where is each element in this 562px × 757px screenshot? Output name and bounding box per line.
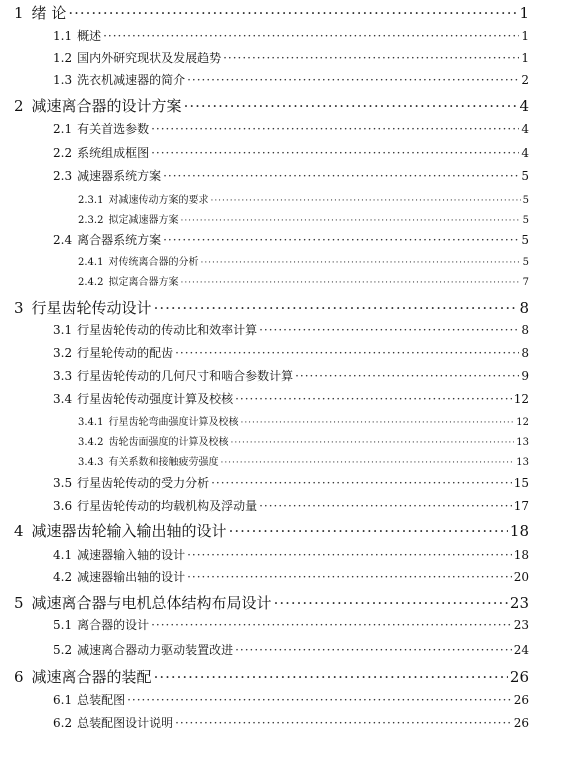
dot-leader	[187, 548, 512, 562]
dot-leader	[230, 437, 514, 448]
toc-entry-number: 2.4.2	[78, 277, 104, 288]
toc-entry-number: 3.4.3	[78, 457, 104, 468]
toc-entry-title: 离合器的设计	[77, 618, 150, 632]
toc-entry-title: 行星轮传动的配齿	[77, 346, 174, 360]
toc-entry	[0, 433, 562, 448]
dot-leader	[68, 4, 517, 22]
toc-entry-title: 减速离合器的设计方案	[31, 97, 182, 115]
dot-leader	[210, 195, 520, 206]
dot-leader	[259, 499, 512, 513]
toc-entry-title: 总装配图设计说明	[77, 716, 174, 730]
toc-entry-number: 5.1	[53, 618, 73, 632]
toc-entry-page: 18	[513, 548, 529, 562]
dot-leader	[151, 618, 512, 632]
toc-entry-number: 3.3	[53, 369, 73, 383]
dot-leader	[259, 323, 519, 337]
dot-leader	[235, 392, 512, 406]
toc-entry	[0, 520, 562, 541]
toc-entry-title: 有关首选参数	[77, 122, 150, 136]
toc-entry-title: 有关系数和接触疲劳强度	[108, 457, 219, 468]
dot-leader	[235, 643, 512, 657]
toc-entry-page: 8	[519, 299, 529, 317]
toc-entry-page: 17	[513, 499, 529, 513]
dot-leader	[163, 233, 519, 247]
toc-entry	[0, 592, 562, 613]
toc-entry-number: 2.2	[53, 146, 73, 160]
toc-entry	[0, 95, 562, 116]
toc-entry	[0, 390, 562, 407]
toc-entry	[0, 191, 562, 206]
toc-entry-number: 2.3.2	[78, 215, 104, 226]
toc-entry-page: 13	[516, 437, 529, 448]
dot-leader	[180, 215, 520, 226]
toc-entry	[0, 497, 562, 514]
toc-entry	[0, 641, 562, 658]
toc-entry	[0, 273, 562, 288]
toc-entry-title: 拟定离合器方案	[108, 277, 179, 288]
toc-entry	[0, 367, 562, 384]
toc-entry-number: 1.2	[53, 51, 73, 65]
dot-leader	[211, 476, 512, 490]
toc-entry-title: 行星齿轮传动的几何尺寸和啮合参数计算	[77, 369, 294, 383]
toc-entry-title: 概述	[77, 29, 102, 43]
toc-entry-title: 减速器输出轴的设计	[77, 570, 186, 584]
dot-leader	[184, 97, 518, 115]
toc-entry-title: 对减速传动方案的要求	[108, 195, 209, 206]
toc-entry-title: 减速器输入轴的设计	[77, 548, 186, 562]
toc-entry-number: 4.1	[53, 548, 73, 562]
toc-entry-page: 4	[521, 122, 529, 136]
dot-leader	[229, 522, 508, 540]
toc-entry-title: 绪 论	[31, 4, 67, 22]
toc-entry-number: 3.4	[53, 392, 73, 406]
toc-entry	[0, 344, 562, 361]
toc-entry-number: 3.2	[53, 346, 73, 360]
toc-entry-title: 行星齿轮传动的均载机构及浮动量	[77, 499, 258, 513]
toc-entry-page: 26	[509, 668, 529, 686]
dot-leader	[274, 594, 508, 612]
toc-entry-number: 3.4.2	[78, 437, 104, 448]
toc-entry-number: 5	[14, 594, 24, 612]
toc-entry	[0, 27, 562, 44]
dot-leader	[154, 668, 508, 686]
toc-entry-title: 减速器系统方案	[77, 169, 162, 183]
toc-entry-page: 4	[519, 97, 529, 115]
toc-entry	[0, 453, 562, 468]
toc-entry-page: 2	[521, 73, 529, 87]
toc-entry-page: 18	[509, 522, 529, 540]
toc-entry	[0, 231, 562, 248]
toc-entry-title: 总装配图	[77, 693, 126, 707]
toc-entry-number: 5.2	[53, 643, 73, 657]
toc-entry-title: 洗衣机减速器的简介	[77, 73, 186, 87]
toc-entry-page: 9	[521, 369, 529, 383]
dot-leader	[151, 146, 519, 160]
toc-entry-number: 2.4.1	[78, 257, 104, 268]
toc-entry-title: 减速离合器与电机总体结构布局设计	[31, 594, 272, 612]
toc-entry-page: 23	[513, 618, 529, 632]
toc-entry-page: 13	[516, 457, 529, 468]
toc-entry-number: 2.4	[53, 233, 73, 247]
toc-entry-page: 5	[522, 195, 529, 206]
toc-entry-page: 1	[521, 51, 529, 65]
toc-entry-title: 国内外研究现状及发展趋势	[77, 51, 222, 65]
toc-entry-number: 1	[14, 4, 24, 22]
toc-entry	[0, 253, 562, 268]
toc-entry	[0, 321, 562, 338]
toc-entry	[0, 413, 562, 428]
dot-leader	[223, 51, 519, 65]
toc-entry	[0, 297, 562, 318]
toc-entry	[0, 211, 562, 226]
dot-leader	[175, 346, 519, 360]
toc-entry-title: 离合器系统方案	[77, 233, 162, 247]
toc-entry	[0, 2, 562, 23]
toc-entry-title: 对传统离合器的分析	[108, 257, 199, 268]
toc-entry-number: 2	[14, 97, 24, 115]
toc-entry-page: 24	[513, 643, 529, 657]
toc-entry	[0, 167, 562, 184]
toc-entry-number: 1.1	[53, 29, 73, 43]
toc-entry-title: 拟定减速器方案	[108, 215, 179, 226]
dot-leader	[220, 457, 514, 468]
toc-entry-page: 7	[522, 277, 529, 288]
toc-entry-page: 5	[522, 215, 529, 226]
toc-entry	[0, 691, 562, 708]
toc-entry-page: 15	[513, 476, 529, 490]
toc-entry-number: 6	[14, 668, 24, 686]
toc-entry	[0, 546, 562, 563]
toc-entry-number: 3.6	[53, 499, 73, 513]
toc-entry-number: 2.3	[53, 169, 73, 183]
toc-entry-page: 1	[521, 29, 529, 43]
toc-entry-page: 12	[516, 417, 529, 428]
toc-entry	[0, 616, 562, 633]
dot-leader	[200, 257, 520, 268]
toc-entry-page: 26	[513, 693, 529, 707]
toc-entry-page: 8	[521, 323, 529, 337]
toc-entry-page: 12	[513, 392, 529, 406]
toc-entry-title: 行星齿轮传动设计	[31, 299, 152, 317]
toc-entry	[0, 49, 562, 66]
toc-entry-number: 4	[14, 522, 24, 540]
toc-entry-title: 行星齿轮传动强度计算及校核	[77, 392, 234, 406]
toc-entry-title: 减速器齿轮输入输出轴的设计	[31, 522, 227, 540]
toc-entry	[0, 568, 562, 585]
toc-entry-number: 3	[14, 299, 24, 317]
toc-entry-page: 1	[519, 4, 529, 22]
dot-leader	[154, 299, 518, 317]
toc-entry-page: 5	[521, 233, 529, 247]
toc-entry-title: 齿轮齿面强度的计算及校核	[108, 437, 229, 448]
toc-entry-page: 5	[521, 169, 529, 183]
toc-entry-page: 20	[513, 570, 529, 584]
dot-leader	[180, 277, 520, 288]
toc-entry	[0, 666, 562, 687]
toc-entry-number: 3.4.1	[78, 417, 104, 428]
toc-entry-title: 减速离合器动力驱动装置改进	[77, 643, 234, 657]
toc-entry-number: 4.2	[53, 570, 73, 584]
dot-leader	[163, 169, 519, 183]
dot-leader	[295, 369, 519, 383]
toc-entry-number: 3.5	[53, 476, 73, 490]
toc-entry-page: 23	[509, 594, 529, 612]
toc-entry-title: 行星齿轮传动的传动比和效率计算	[77, 323, 258, 337]
toc-entry-page: 26	[513, 716, 529, 730]
dot-leader	[103, 29, 519, 43]
toc-entry-number: 6.2	[53, 716, 73, 730]
toc-entry-title: 行星齿轮弯曲强度计算及校核	[108, 417, 239, 428]
toc-entry-title: 行星齿轮传动的受力分析	[77, 476, 210, 490]
toc-entry	[0, 120, 562, 137]
dot-leader	[127, 693, 512, 707]
toc-entry	[0, 714, 562, 731]
toc-entry-number: 2.3.1	[78, 195, 104, 206]
toc-entry	[0, 474, 562, 491]
toc-entry-page: 8	[521, 346, 529, 360]
dot-leader	[187, 73, 519, 87]
toc-entry-number: 1.3	[53, 73, 73, 87]
toc-entry	[0, 71, 562, 88]
toc-entry-page: 4	[521, 146, 529, 160]
toc-entry-page: 5	[522, 257, 529, 268]
dot-leader	[240, 417, 514, 428]
toc-entry-title: 系统组成框图	[77, 146, 150, 160]
toc-entry-title: 减速离合器的装配	[31, 668, 152, 686]
toc-entry-number: 6.1	[53, 693, 73, 707]
toc-entry-number: 3.1	[53, 323, 73, 337]
toc-entry	[0, 144, 562, 161]
toc-entry-number: 2.1	[53, 122, 73, 136]
dot-leader	[187, 570, 512, 584]
dot-leader	[175, 716, 512, 730]
dot-leader	[151, 122, 519, 136]
